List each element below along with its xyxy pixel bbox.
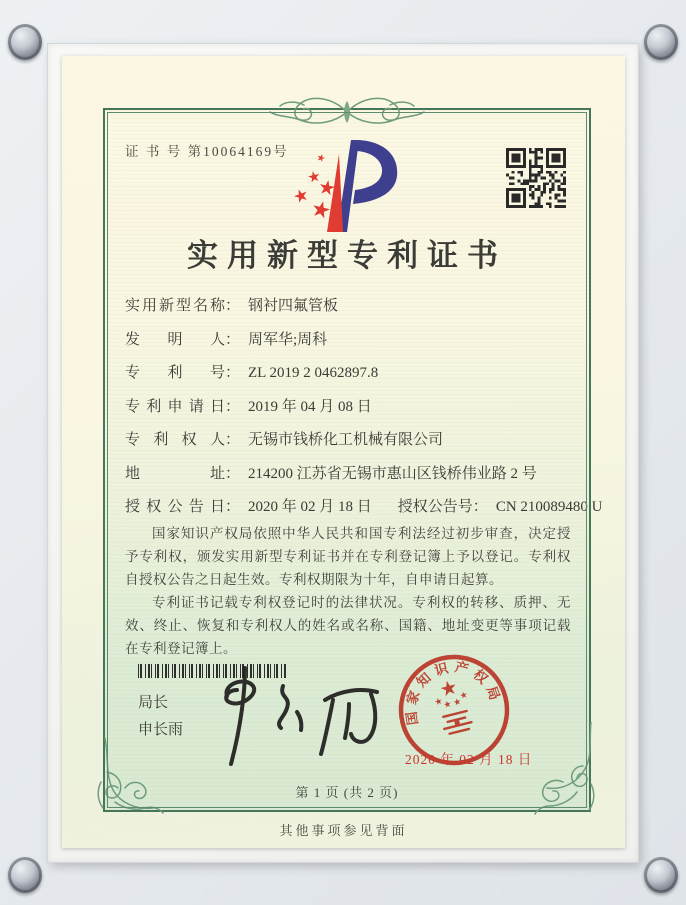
- legal-paragraph: 国家知识产权局依照中华人民共和国专利法经过初步审查，决定授予专利权，颁发实用新型专利证书并在专利登记簿上予以登记。专利权自授权公告之日起生效。专利权期限为十年，自申请日起算。: [125, 526, 571, 587]
- certificate-frame: [48, 44, 638, 862]
- field-value: 周军华;周科: [248, 331, 328, 348]
- field-label: 实用新型名称: [125, 298, 225, 314]
- qr-code: [506, 148, 566, 208]
- certificate-border: [103, 108, 603, 812]
- director-name: 申长雨: [138, 722, 184, 738]
- top-border-ornament: [242, 93, 452, 129]
- field-label: 专利权人: [125, 432, 225, 448]
- legal-text: [125, 522, 571, 660]
- top-ornament-leaf: [344, 101, 350, 123]
- field-row: 授权公告日： 2020 年 02 月 18 日 授权公告号： CN 210089480 U: [125, 499, 603, 515]
- field-label: 授权公告日: [125, 499, 225, 515]
- field-row: 发明人： 周军华;周科: [125, 331, 328, 348]
- field-row: 专利申请日： 2019 年 04 月 08 日: [125, 398, 372, 415]
- seal-text: 国家知识产权局: [403, 659, 505, 727]
- field-value: ZL 2019 2 0462897.8: [248, 365, 379, 381]
- bottom-left-ornament: [93, 736, 167, 820]
- field-value: 无锡市钱桥化工机械有限公司: [248, 432, 444, 448]
- auth-number-pair: 授权公告号： CN 210089480 U: [397, 499, 603, 515]
- field-row: 地址： 214200 江苏省无锡市惠山区钱桥伟业路 2 号: [125, 465, 537, 482]
- national-emblem-icon: [431, 677, 475, 735]
- bottom-right-ornament: [533, 722, 599, 818]
- signoff-block: [138, 696, 183, 738]
- field-label: 发明人: [125, 331, 225, 348]
- back-side-note: 其他事项参见背面: [279, 823, 408, 838]
- frame-grommet-bottom-left: [8, 857, 42, 893]
- seal-date: 2020 年 02 月 18 日: [405, 752, 533, 767]
- frame-grommet-bottom-right: [644, 857, 678, 893]
- director-signature: [197, 656, 387, 778]
- page-number: 第 1 页 (共 2 页): [295, 785, 399, 800]
- field-value: 2020 年 02 月 18 日: [248, 499, 372, 515]
- legal-paragraph: 专利证书记载专利权登记时的法律状况。专利权的转移、质押、无效、终止、恢复和专利权人的姓名或名称、国籍、地址变更等事项记载在专利登记簿上。: [125, 595, 571, 656]
- frame-grommet-top-left: [8, 24, 42, 60]
- field-row: 实用新型名称： 钢衬四氟管板: [125, 298, 339, 314]
- field-value: 2019 年 04 月 08 日: [248, 398, 372, 415]
- field-row: 专利号： ZL 2019 2 0462897.8: [125, 365, 379, 381]
- field-value: 214200 江苏省无锡市惠山区钱桥伟业路 2 号: [248, 465, 537, 482]
- field-label: 授权公告号: [397, 499, 473, 515]
- field-value: 钢衬四氟管板: [248, 298, 339, 314]
- field-label: 地址: [125, 465, 225, 482]
- field-label: 专利号: [125, 365, 225, 381]
- director-role: 局长: [138, 695, 169, 711]
- field-label: 专利申请日: [125, 398, 225, 415]
- field-value: CN 210089480 U: [495, 499, 603, 515]
- field-list: [125, 296, 603, 531]
- certificate-paper: [62, 56, 625, 848]
- field-row: 专利权人： 无锡市钱桥化工机械有限公司: [125, 432, 444, 448]
- certificate-number: 证 书 号 第10064169号: [125, 144, 289, 159]
- certificate-title: 实用新型专利证书: [187, 238, 507, 273]
- frame-grommet-top-right: [644, 24, 678, 60]
- cnipa-patent-logo-icon: [287, 136, 405, 238]
